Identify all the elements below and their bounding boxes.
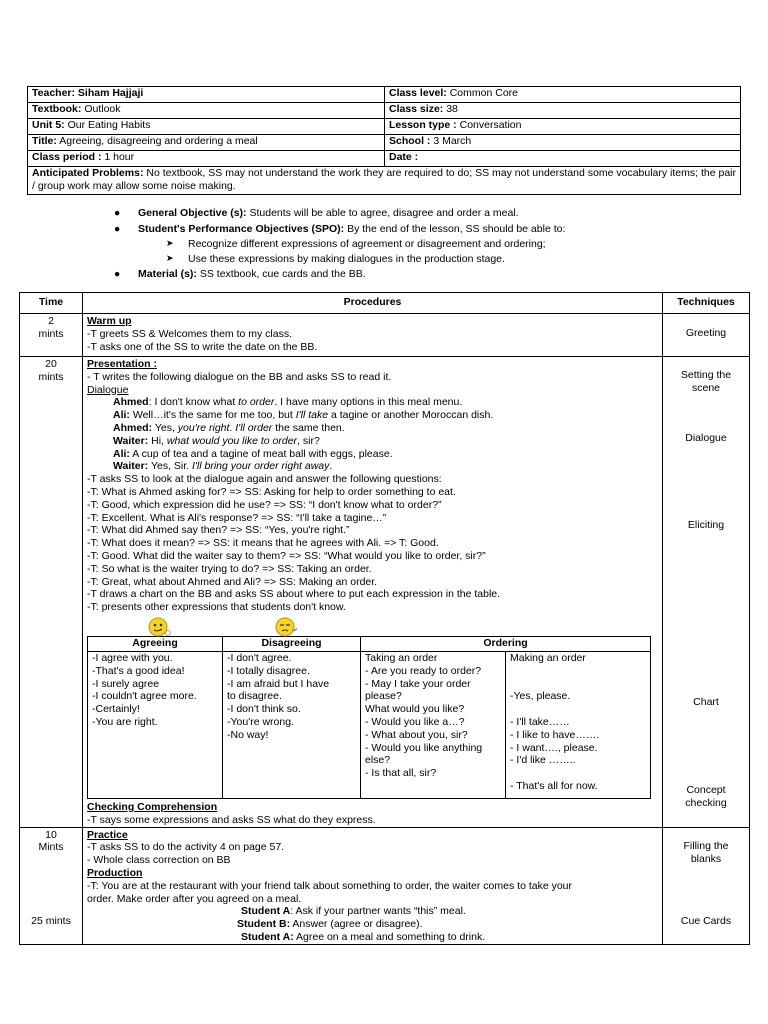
bullet-icon: ● [114, 222, 121, 235]
question-line: -T: Great, what about Ahmed and Ali? => SS: Making an order. [87, 575, 378, 588]
agreeing-list: -I agree with you. -That's a good idea! -I surely agree -I couldn't agree more. -Certainly! -You are right. [88, 651, 223, 798]
question-line: -T: Excellent. What is Ali's response? => SS: “I'll take a tagine…” [87, 511, 387, 524]
presentation-techniques: Setting the scene Dialogue Eliciting Chart Concept checking [663, 357, 750, 828]
title-cell: Title: Agreeing, disagreeing and ordering a meal [28, 135, 385, 151]
class-size-cell: Class size: 38 [385, 103, 741, 119]
techniques-header: Techniques [663, 293, 750, 314]
expressions-table [87, 636, 651, 799]
dialogue-line: Ahmed: I don't know what to order. I have many options in this meal menu. [113, 396, 463, 409]
question-line: -T: What did Ahmed say then? => SS: “Yes, you're right.” [87, 524, 350, 537]
arrow-bullet-icon: ➤ [166, 238, 174, 248]
school-cell: School : 3 March [385, 135, 741, 151]
checking-heading: Checking Comprehension [87, 800, 218, 813]
warmup-technique: Greeting [663, 314, 750, 357]
question-line: -T: Good, which expression did he use? => SS: “I don't know what to order?” [87, 498, 442, 511]
warmup-heading: Warm up [87, 315, 132, 327]
unit-cell: Unit 5: Our Eating Habits [28, 119, 385, 135]
dialogue-line: Waiter: Hi, what would you like to order, sir? [113, 434, 320, 447]
presentation-row [20, 357, 750, 828]
question-line: -T: Good. What did the waiter say to them? => SS: “What would you like to order, sir?” [87, 549, 486, 562]
dialogue-line: Ahmed: Yes, you're right. I'll order the same then. [113, 421, 345, 434]
presentation-time: 20 mints [20, 357, 83, 828]
spo-item: ➤ Use these expressions by making dialogues in the production stage. [166, 253, 505, 265]
general-objective: ● General Objective (s): Students will be able to agree, disagree and order a meal. [114, 207, 519, 219]
objectives-list [110, 207, 740, 284]
presentation-procedure: Presentation : - T writes the following dialogue on the BB and asks SS to read it. Dialogue Ahmed: I don't know what to order. I have many options in this meal menu. Ali: Well…it's the same for me too, but I'll take a tagine or another Moroccan dish. Ahmed: Yes, you're right. I'll order the same then. Waiter: Hi, what would you like to order, sir? Ali: A cup of tea and a tagine of meat ball with eggs, please. Waiter: Yes, Sir. I'll bring your order right away. -T asks SS to look at the dialogue again and answer the following questions: -T: What is Ahmed asking for? => SS: Asking for help to order something to eat. -T: Good, which expression did he use? => SS: “I don't know what to order?” -T: Excellent. What is Ali's response? => SS: “I'll take a tagine…” -T: What did Ahmed say then? => SS: “Yes, you're right.” -T: What does it mean? => SS: it means that he agrees with Ali. => T: Good. -T: Good. What did the waiter say to them? => SS: “What would you like to order, sir?” -T: So what is the waiter trying to do? => SS: Taking an order. -T: Great, what about Ahmed and Ali? => SS: Making an order. -T draws a chart on the BB and asks SS about where to put each expression in the table. -T: presents other expressions that students don't know. Agreeing Disagreeing Ordering -I agree with you. -That's a good idea! -I surely agree -I couldn't agree more. -Certainly! -You are right. -I don't agree. -I totally disagree. -I am afraid but I have to disagree. -I don't think so. -You're wrong. -No way! Taking an order - Are you ready to order? - May I take your order please? What would you like? - Would you like a…? - What about you, sir? - Would you like anything else? - Is that all, sir? Making an order -Yes, please. - I'll take…… - I like to have……. - I want…., please. - I'd like …….. - That's all for now. Checking Comprehension -T says some expressions and asks SS what do they express. [83, 357, 663, 828]
anticipated-problems-cell: Anticipated Problems: No textbook, SS may not understand the work they are required to do; SS may not understand some vocabulary items; the pair / group work may allow some noise making. [28, 167, 741, 195]
class-period-cell: Class period : 1 hour [28, 151, 385, 167]
teacher-cell: Teacher: Siham Hajjaji [28, 87, 385, 103]
practice-heading: Practice [87, 828, 128, 841]
ordering-header: Ordering [361, 636, 651, 651]
disagreeing-list: -I don't agree. -I totally disagree. -I am afraid but I have to disagree. -I don't think so. -You're wrong. -No way! [223, 651, 361, 798]
time-header: Time [20, 293, 83, 314]
procedures-table [19, 292, 750, 945]
procedures-header: Procedures [83, 293, 663, 314]
production-heading: Production [87, 866, 143, 879]
practice-time: 10 Mints 25 mints [20, 827, 83, 944]
arrow-bullet-icon: ➤ [166, 253, 174, 263]
lesson-info-table [27, 86, 741, 195]
practice-procedure: Practice -T asks SS to do the activity 4 on page 57. - Whole class correction on BB Production -T: You are at the restaurant with your friend talk about something to order, the waiter comes to take your order. Make order after you agreed on a meal. Student A: Ask if your partner wants “this” meal. Student B: Answer (agree or disagree). Student A: Agree on a meal and something to drink. [83, 827, 663, 944]
question-line: -T: So what is the waiter trying to do? => SS: Taking an order. [87, 562, 372, 575]
warmup-time: 2 mints [20, 314, 83, 357]
spo-item: ➤ Recognize different expressions of agreement or disagreement and ordering; [166, 238, 546, 250]
making-order-list: Making an order -Yes, please. - I'll take…… - I like to have……. - I want…., please. - I'd like …….. - That's all for now. [506, 651, 651, 798]
dialogue-line: Ali: Well…it's the same for me too, but I'll take a tagine or another Moroccan dish. [113, 409, 494, 422]
student-line: Student B: Answer (agree or disagree). [237, 918, 423, 931]
warmup-row [20, 314, 750, 357]
expressions-chart [87, 636, 658, 799]
taking-order-list: Taking an order - Are you ready to order? - May I take your order please? What would you like? - Would you like a…? - What about you, sir? - Would you like anything else? - Is that all, sir? [361, 651, 506, 798]
textbook-cell: Textbook: Outlook [28, 103, 385, 119]
practice-techniques: Filling the blanks Cue Cards [663, 827, 750, 944]
thinking-smiley-icon [147, 616, 171, 638]
disagreeing-header: Disagreeing [223, 636, 361, 651]
spo-objective: ● Student's Performance Objectives (SPO): By the end of the lesson, SS should be able to: [114, 222, 566, 235]
materials: ● Material (s): SS textbook, cue cards and the BB. [114, 268, 366, 280]
practice-row [20, 827, 750, 944]
lesson-type-cell: Lesson type : Conversation [385, 119, 741, 135]
teacher-name: Siham Hajjaji [77, 87, 144, 99]
class-level-cell: Class level: Common Core [385, 87, 741, 103]
dialogue-line: Waiter: Yes, Sir. I'll bring your order right away. [113, 460, 333, 473]
making-order-heading: Making an order [510, 651, 586, 664]
dialogue-line: Ali: A cup of tea and a tagine of meat ball with eggs, please. [113, 447, 393, 460]
taking-order-heading: Taking an order [365, 651, 438, 664]
agreeing-header: Agreeing [88, 636, 223, 651]
bullet-icon: ● [114, 268, 121, 280]
presentation-heading: Presentation : [87, 358, 158, 370]
question-line: -T: What does it mean? => SS: it means that he agrees with Ali. => T: Good. [87, 537, 439, 550]
question-line: -T: What is Ahmed asking for? => SS: Asking for help to order something to eat. [87, 485, 456, 498]
bullet-icon: ● [114, 207, 121, 219]
student-line: Student A: Agree on a meal and something to drink. [241, 930, 486, 943]
question-line: -T draws a chart on the BB and asks SS about where to put each expression in the table. [87, 588, 501, 601]
pointing-smiley-icon [274, 616, 298, 638]
question-line: -T asks SS to look at the dialogue again and answer the following questions: [87, 473, 442, 486]
date-cell: Date : [385, 151, 741, 167]
dialogue-heading: Dialogue [87, 383, 129, 396]
warmup-procedure: Warm up -T greets SS & Welcomes them to my class. -T asks one of the SS to write the date on the BB. [83, 314, 663, 357]
question-line: -T: presents other expressions that students don't know. [87, 601, 346, 614]
student-line: Student A: Ask if your partner wants “this” meal. [241, 905, 466, 918]
